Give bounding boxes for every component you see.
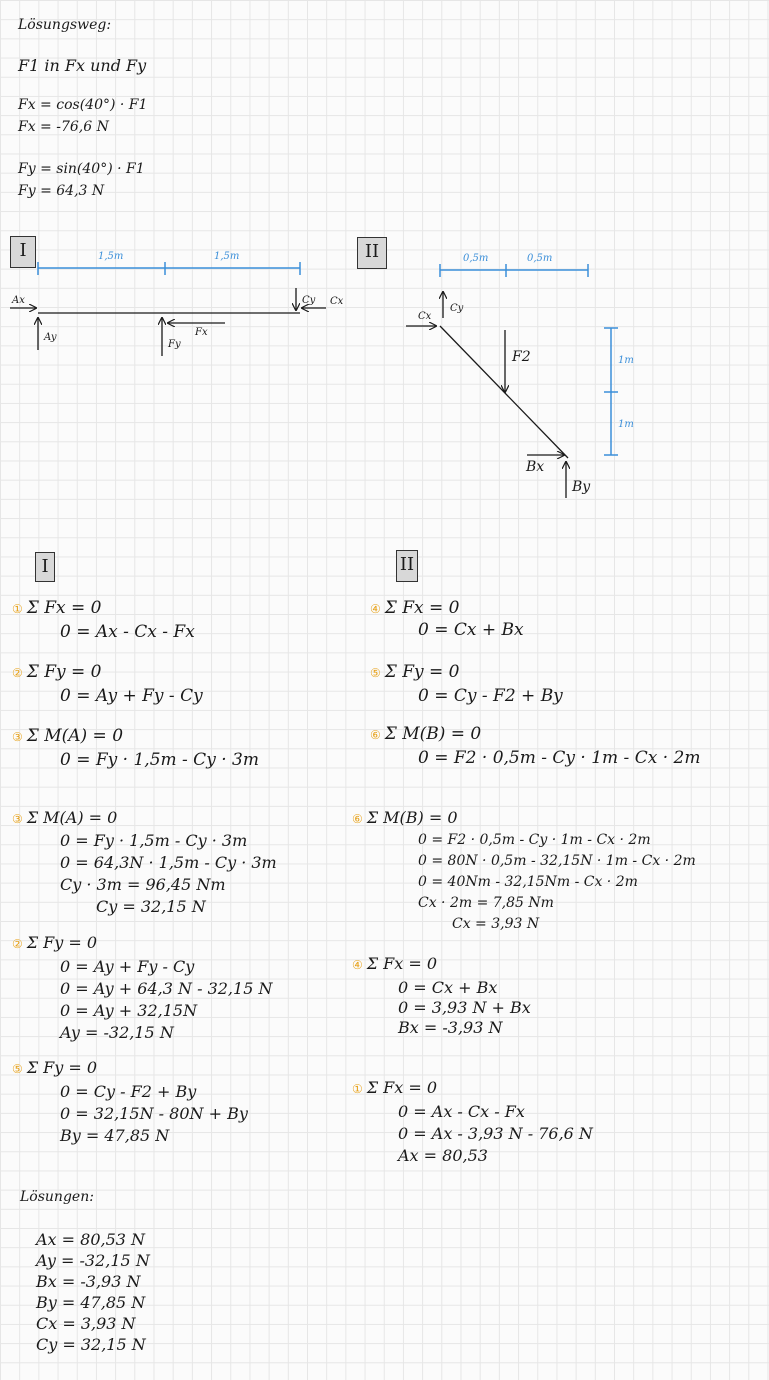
label-cy: Cy [302, 295, 316, 306]
label-cx: Cx [330, 296, 344, 307]
eq3-head [12, 728, 123, 745]
solve-4-line-3: 0 = 3,93 N + Bx [398, 998, 531, 1017]
step-number: ⑥ [370, 728, 381, 742]
solve-2-line-2: 0 = Ay + Fy - Cy [60, 957, 195, 976]
solve-2-line-3: 0 = Ay + 64,3 N - 32,15 N [60, 979, 273, 998]
equations-right-badge: II [396, 550, 418, 582]
fx-formula: Fx = cos(40°) · F1 [18, 97, 148, 113]
solve-1-line-3: 0 = Ax - 3,93 N - 76,6 N [398, 1124, 593, 1143]
eq3-sum: Σ M(A) = 0 [26, 726, 124, 746]
step-number: ④ [352, 958, 363, 972]
step-number: ② [12, 937, 23, 951]
eq1-head [12, 600, 101, 617]
result-ay: Ay = -32,15 N [36, 1251, 150, 1270]
step-number: ⑥ [352, 812, 363, 826]
solve-3-head [12, 810, 117, 826]
diagram-2-dimension-vertical [604, 328, 618, 455]
label-cy-2: Cy [450, 303, 464, 314]
step-number: ⑤ [12, 1062, 23, 1076]
diagram-2-dim-lower: 1m [618, 419, 634, 430]
solve-3-line-2: 0 = Fy · 1,5m - Cy · 3m [60, 831, 248, 850]
solve-4-line-4: Bx = -3,93 N [398, 1018, 503, 1037]
diagram-2-dim-right: 0,5m [527, 253, 553, 264]
results-title: Lösungen: [20, 1189, 94, 1205]
eq5-head [370, 664, 459, 681]
solve-6-head [352, 810, 458, 826]
solve-4-line-1: Σ Fx = 0 [366, 954, 438, 973]
result-cx: Cx = 3,93 N [36, 1314, 136, 1333]
fy-formula: Fy = sin(40°) · F1 [18, 161, 145, 177]
fx-value: Fx = -76,6 N [18, 119, 109, 135]
equations-left-badge: I [35, 552, 55, 582]
label-fy: Fy [168, 339, 181, 350]
solve-3-line-1: Σ M(A) = 0 [26, 808, 118, 827]
eq3-body: 0 = Fy · 1,5m - Cy · 3m [60, 750, 259, 770]
solve-6-line-5: Cx · 2m = 7,85 Nm [418, 895, 554, 911]
eq1-body: 0 = Ax - Cx - Fx [60, 622, 195, 642]
eq2-sum: Σ Fy = 0 [26, 662, 102, 682]
diagram-1-dimension-line [38, 262, 300, 275]
diagram-1-dim-right: 1,5m [214, 251, 240, 262]
intro-line: F1 in Fx und Fy [18, 56, 147, 75]
result-by: By = 47,85 N [36, 1293, 146, 1312]
solve-6-line-3: 0 = 80N · 0,5m - 32,15N · 1m - Cx · 2m [418, 853, 696, 869]
solve-1-line-1: Σ Fx = 0 [366, 1078, 438, 1097]
solve-6-line-6: Cx = 3,93 N [452, 916, 540, 932]
result-cy: Cy = 32,15 N [36, 1335, 146, 1354]
diagram-1-badge: I [10, 236, 36, 268]
label-by: By [572, 479, 591, 495]
diagram-2-strut [440, 326, 568, 458]
solve-5-line-1: Σ Fy = 0 [26, 1058, 98, 1077]
solve-4-head [352, 956, 437, 972]
solve-6-line-1: Σ M(B) = 0 [366, 808, 458, 827]
solve-5-head [12, 1060, 97, 1076]
solve-1-line-4: Ax = 80,53 [398, 1146, 488, 1165]
step-number: ① [12, 602, 23, 616]
eq4-head [370, 600, 459, 617]
solve-2-line-5: Ay = -32,15 N [60, 1023, 174, 1042]
solve-5-line-3: 0 = 32,15N - 80N + By [60, 1104, 248, 1123]
step-number: ③ [12, 812, 23, 826]
solve-5-line-2: 0 = Cy - F2 + By [60, 1082, 197, 1101]
eq2-head [12, 664, 101, 681]
solve-1-head [352, 1080, 437, 1096]
result-bx: Bx = -3,93 N [36, 1272, 141, 1291]
step-number: ① [352, 1082, 363, 1096]
eq5-body: 0 = Cy - F2 + By [418, 686, 563, 706]
page-title: Lösungsweg: [18, 17, 112, 33]
diagram-2-dim-upper: 1m [618, 355, 634, 366]
eq2-body: 0 = Ay + Fy - Cy [60, 686, 203, 706]
step-number: ⑤ [370, 666, 381, 680]
solve-5-line-4: By = 47,85 N [60, 1126, 170, 1145]
eq4-sum: Σ Fx = 0 [384, 598, 460, 618]
label-ay: Ay [44, 332, 57, 343]
eq6-sum: Σ M(B) = 0 [384, 724, 482, 744]
solve-1-line-2: 0 = Ax - Cx - Fx [398, 1102, 525, 1121]
solve-4-line-2: 0 = Cx + Bx [398, 978, 498, 997]
step-number: ④ [370, 602, 381, 616]
result-ax: Ax = 80,53 N [36, 1230, 146, 1249]
eq6-head [370, 726, 481, 743]
step-number: ② [12, 666, 23, 680]
solve-2-line-1: Σ Fy = 0 [26, 933, 98, 952]
solve-2-head [12, 935, 97, 951]
label-f2: F2 [512, 349, 531, 365]
solve-3-line-3: 0 = 64,3N · 1,5m - Cy · 3m [60, 853, 277, 872]
solve-3-line-5: Cy = 32,15 N [96, 897, 206, 916]
solve-6-line-2: 0 = F2 · 0,5m - Cy · 1m - Cx · 2m [418, 832, 651, 848]
diagram-2-dim-left: 0,5m [463, 253, 489, 264]
step-number: ③ [12, 730, 23, 744]
diagram-2-dimension-horizontal [440, 264, 588, 277]
eq6-body: 0 = F2 · 0,5m - Cy · 1m - Cx · 2m [418, 748, 701, 768]
solve-6-line-4: 0 = 40Nm - 32,15Nm - Cx · 2m [418, 874, 638, 890]
fy-value: Fy = 64,3 N [18, 183, 105, 199]
label-bx: Bx [526, 459, 545, 475]
label-fx: Fx [195, 327, 208, 338]
diagram-2-badge: II [357, 237, 387, 269]
diagram-1-dim-left: 1,5m [98, 251, 124, 262]
eq5-sum: Σ Fy = 0 [384, 662, 460, 682]
label-cx-2: Cx [418, 311, 432, 322]
eq4-body: 0 = Cx + Bx [418, 620, 524, 640]
solve-3-line-4: Cy · 3m = 96,45 Nm [60, 875, 226, 894]
label-ax: Ax [12, 295, 25, 306]
eq1-sum: Σ Fx = 0 [26, 598, 102, 618]
solve-2-line-4: 0 = Ay + 32,15N [60, 1001, 198, 1020]
